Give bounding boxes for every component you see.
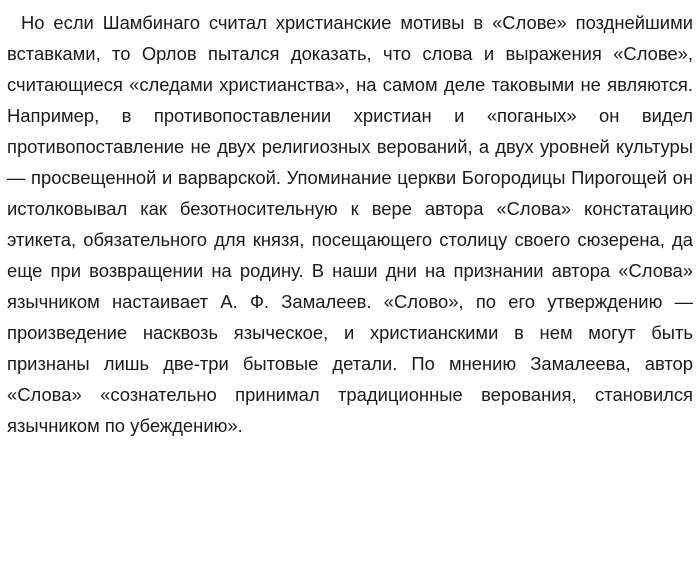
- body-paragraph: Но если Шамбинаго считал христианские мотивы в «Слове» позднейшими вставками, то Орлов пытался доказать, что слова и выражения «Слове», считающиеся «следами христианства», на самом деле таковыми не являются. Например, в противопоставлении христиан и «поганых» он видел противопоставление не двух религиозных верований, а двух уровней культуры — просвещенной и варварской. Упоминание церкви Богородицы Пирогощей он истолковывал как безотносительную к вере автора «Слова» констатацию этикета, обязательного для князя, посещающего столицу своего сюзерена, да еще при возвращении на родину. В наши дни на признании автора «Слова» язычником настаивает А. Ф. Замалеев. «Слово», по его утверждению — произведение насквозь языческое, и христианскими в нем могут быть признаны лишь две-три бытовые детали. По мнению Замалеева, автор «Слова» «сознательно принимал традиционные верования, становился язычником по убеждению».: [7, 12, 693, 436]
